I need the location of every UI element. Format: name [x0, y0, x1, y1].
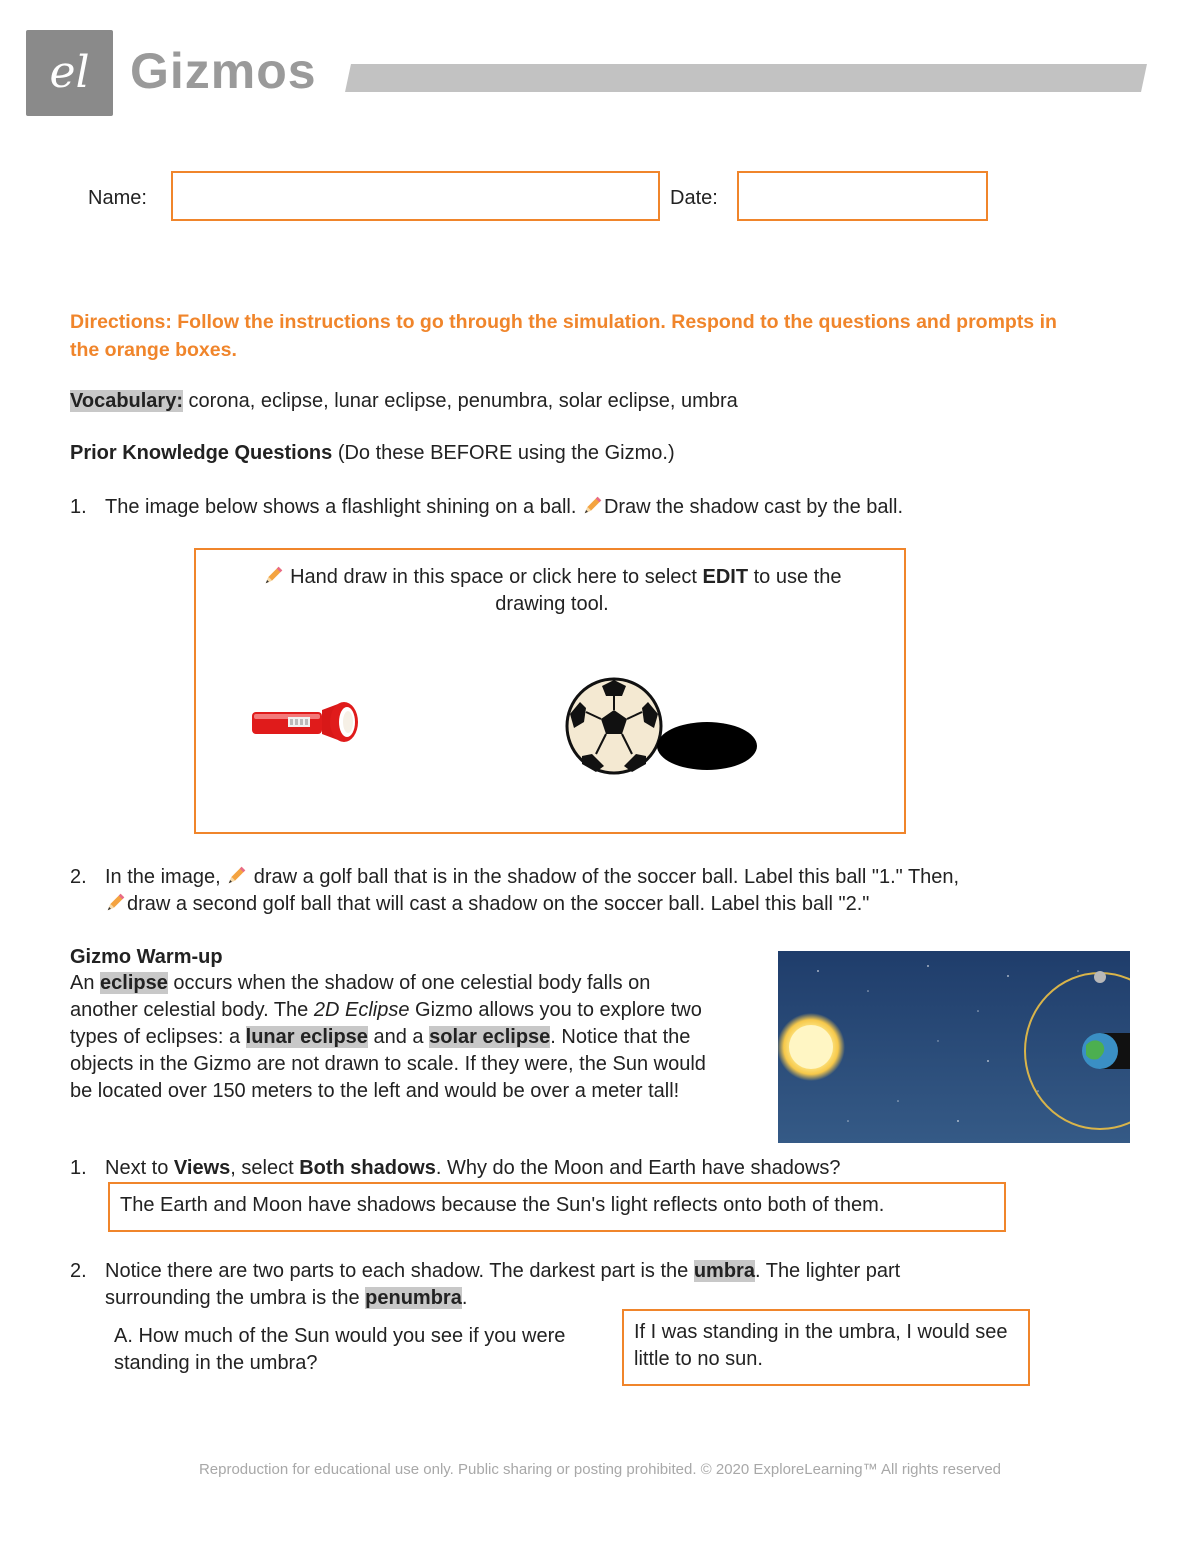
flashlight-image — [250, 700, 362, 744]
prior-q2-line1-a: In the image, — [105, 866, 227, 888]
warmup-text: An — [70, 972, 101, 994]
prior-knowledge-heading: Prior Knowledge Questions — [70, 442, 333, 464]
term-eclipse: eclipse — [100, 972, 168, 994]
question-text: . — [461, 1287, 468, 1309]
term-umbra: umbra — [693, 1260, 755, 1282]
warmup-text: . Notice that the objects in the Gizmo are not drawn to scale. If they were, the Sun would be located over 150 meters to the left and would be over a meter tall! — [70, 1026, 706, 1102]
prior-question-2-line2 — [105, 891, 869, 918]
question-2a-line2: standing in the umbra? — [114, 1352, 318, 1374]
name-label: Name: — [88, 187, 147, 209]
warmup-text: Gizmo allows you to explore two types of eclipses: a — [70, 999, 702, 1048]
question-text: . The lighter part — [754, 1260, 901, 1282]
question-2 — [70, 1258, 900, 1285]
question-text: , select — [230, 1157, 300, 1179]
answer-2a-text: If I was standing in the umbra, I would see little to no sun. — [634, 1321, 1008, 1370]
question-text: surrounding the umbra is the — [105, 1287, 366, 1309]
question-2a — [114, 1323, 565, 1377]
draw-box-text-b: to use the — [748, 566, 842, 588]
prior-q1-text-a: The image below shows a flashlight shining on a ball. — [105, 496, 582, 518]
both-shadows-term: Both shadows — [299, 1157, 436, 1179]
ball-shadow-drawing — [654, 720, 760, 776]
logo-glyph: el — [49, 47, 90, 98]
directions-text: Directions: Follow the instructions to go through the simulation. Respond to the questions and prompts in the orange boxes. — [70, 311, 1057, 361]
prior-q2-line2: draw a second golf ball that will cast a shadow on the soccer ball. Label this ball "2." — [127, 893, 870, 915]
question-text: . Why do the Moon and Earth have shadows? — [435, 1157, 841, 1179]
answer-1-text: The Earth and Moon have shadows because the Sun's light reflects onto both of them. — [120, 1194, 885, 1216]
views-term: Views — [173, 1157, 231, 1179]
gizmo-name: 2D Eclipse — [313, 999, 410, 1021]
term-penumbra: penumbra — [365, 1287, 462, 1309]
draw-box-text-a: Hand draw in this space or click here to select — [284, 566, 703, 588]
prior-q1-text-b: Draw the shadow cast by the ball. — [603, 496, 903, 518]
question-number: 1. — [70, 1157, 87, 1179]
date-field[interactable] — [737, 171, 988, 221]
drawing-instructions — [196, 564, 908, 618]
header-bar — [345, 64, 1147, 92]
warmup-heading: Gizmo Warm-up — [70, 946, 223, 968]
eclipse-simulation-image — [778, 951, 1130, 1143]
explorelearning-logo — [26, 30, 113, 116]
pencil-icon — [226, 864, 248, 886]
question-number: 1. — [70, 496, 87, 518]
draw-box-text-c: drawing tool. — [495, 593, 609, 615]
question-text: Notice there are two parts to each shadow. The darkest part is the — [105, 1260, 694, 1282]
brand-title: Gizmos — [130, 43, 317, 99]
date-label: Date: — [670, 187, 718, 209]
vocabulary-terms: corona, eclipse, lunar eclipse, penumbra, solar eclipse, umbra — [183, 390, 738, 412]
answer-box-1[interactable] — [108, 1182, 1006, 1232]
prior-knowledge-note: (Do these BEFORE using the Gizmo.) — [332, 442, 675, 464]
question-number: 2. — [70, 1260, 87, 1282]
pencil-icon — [582, 494, 604, 516]
prior-question-2 — [70, 864, 959, 891]
question-2-line2 — [105, 1285, 467, 1312]
answer-box-2a[interactable] — [622, 1309, 1030, 1386]
vocabulary-label: Vocabulary: — [70, 390, 183, 412]
footer-copyright: Reproduction for educational use only. Public sharing or posting prohibited. © 2020 ExploreLearning™ All rights reserved — [198, 1461, 1002, 1478]
prior-question-1 — [70, 494, 903, 521]
drawing-area[interactable] — [194, 548, 906, 834]
prior-q2-line1-b: draw a golf ball that is in the shadow of the soccer ball. Label this ball "1." Then, — [248, 866, 960, 888]
question-2a-line1: A. How much of the Sun would you see if you were — [114, 1325, 566, 1347]
term-lunar-eclipse: lunar eclipse — [245, 1026, 368, 1048]
question-number: 2. — [70, 866, 87, 888]
warmup-text: and a — [367, 1026, 430, 1048]
pencil-icon — [263, 564, 285, 586]
prior-knowledge-heading-line — [70, 440, 675, 467]
edit-link[interactable]: EDIT — [702, 566, 749, 588]
name-field[interactable] — [171, 171, 660, 221]
soccer-ball-image — [564, 676, 664, 776]
question-1 — [70, 1155, 841, 1182]
warmup-paragraph — [70, 970, 710, 1105]
vocabulary-line — [70, 388, 738, 415]
question-text: Next to — [105, 1157, 174, 1179]
warmup-text: occurs when the shadow of one celestial body falls on another celestial body. The — [70, 972, 651, 1021]
term-solar-eclipse: solar eclipse — [429, 1026, 551, 1048]
pencil-icon — [105, 891, 127, 913]
